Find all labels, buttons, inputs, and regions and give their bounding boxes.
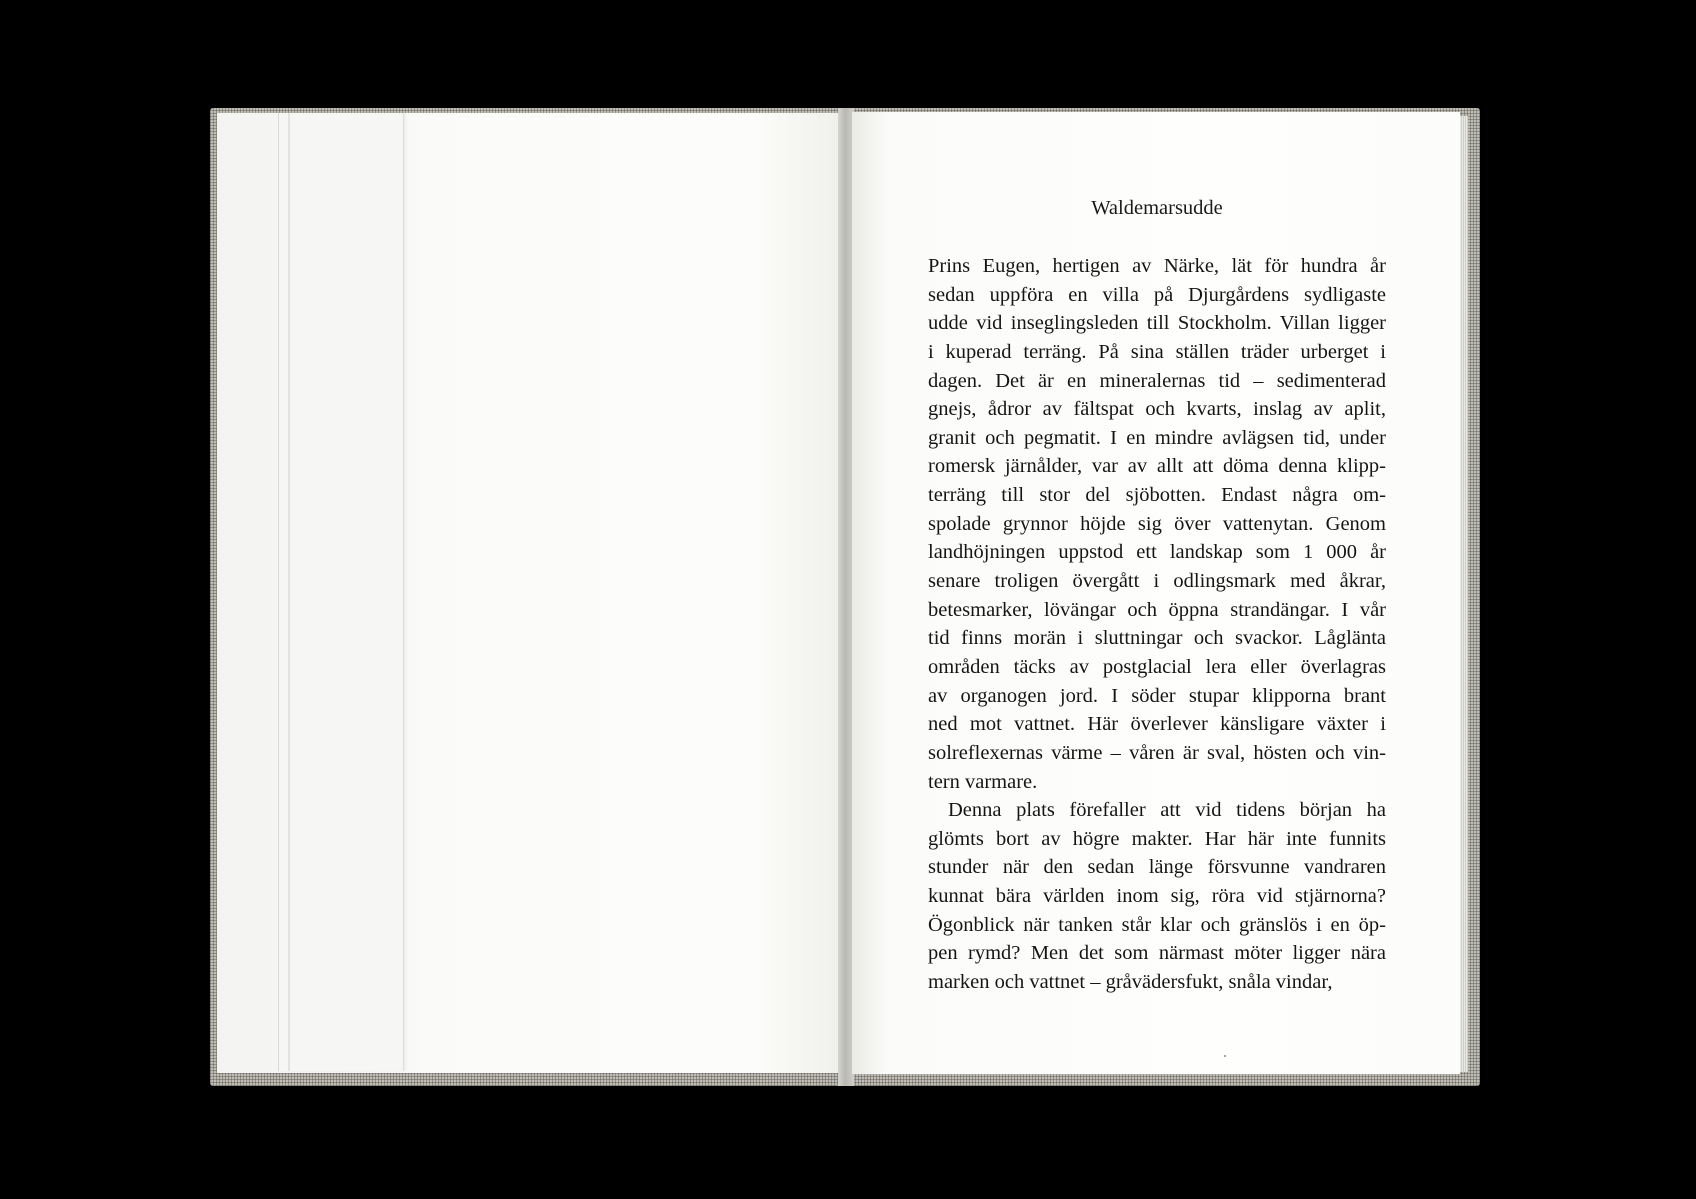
text-line: tid finns morän i sluttningar och svackor. Låglänta bbox=[928, 627, 1386, 650]
text-line: tern varmare. bbox=[928, 770, 1038, 793]
chapter-title: Waldemarsudde bbox=[1091, 197, 1223, 219]
text-line: områden täcks av postglacial lera eller överlagras bbox=[928, 655, 1386, 678]
text-line: glömts bort av högre makter. Har här inte funnits bbox=[928, 827, 1386, 850]
body-text bbox=[928, 252, 1386, 997]
page-block-edge bbox=[1460, 116, 1468, 1072]
text-line: kunnat bära världen inom sig, röra vid stjärnorna? bbox=[928, 885, 1386, 908]
text-line: terräng till stor del sjöbotten. Endast några om- bbox=[928, 484, 1386, 507]
text-line: romersk järnålder, var av allt att döma denna klipp- bbox=[928, 455, 1386, 478]
text-line: udde vid inseglingsleden till Stockholm. Villan ligger bbox=[928, 312, 1386, 335]
text-line: Ögonblick när tanken står klar och gränslös i en öp- bbox=[928, 913, 1386, 936]
text-line: marken och vattnet – gråvädersfukt, snåla vindar, bbox=[928, 971, 1333, 994]
text-line: ned mot vattnet. Här överlever känsligare växter i bbox=[928, 713, 1386, 736]
text-line: granit och pegmatit. I en mindre avlägsen tid, under bbox=[928, 426, 1386, 449]
text-line: landhöjningen uppstod ett landskap som 1 000 år bbox=[928, 541, 1386, 564]
text-line: Denna plats förefaller att vid tidens början ha bbox=[948, 799, 1386, 822]
text-line: sedan uppföra en villa på Djurgårdens sydligaste bbox=[928, 283, 1386, 306]
flap-fold bbox=[288, 113, 290, 1071]
text-line: Prins Eugen, hertigen av Närke, lät för hundra år bbox=[928, 255, 1386, 277]
text-line: i kuperad terräng. På sina ställen träder urberget i bbox=[928, 340, 1386, 363]
text-line: dagen. Det är en mineralernas tid – sedimenterad bbox=[928, 369, 1386, 392]
dust-jacket-flap bbox=[278, 113, 404, 1071]
text-line: av organogen jord. I söder stupar klipporna brant bbox=[928, 684, 1386, 707]
text-line: senare troligen övergått i odlingsmark med åkrar, bbox=[928, 570, 1386, 593]
paper-speck bbox=[1224, 1055, 1226, 1057]
text-line: pen rymd? Men det som närmast möter ligger nära bbox=[928, 942, 1386, 965]
text-line: gnejs, ådror av fältspat och kvarts, inslag av aplit, bbox=[928, 398, 1386, 421]
text-line: solreflexernas värme – våren är sval, hösten och vin- bbox=[928, 741, 1386, 764]
text-line: stunder när den sedan länge försvunne vandraren bbox=[928, 856, 1386, 879]
text-line: betesmarker, lövängar och öppna strandängar. I vår bbox=[928, 598, 1386, 621]
text-line: spolade grynnor höjde sig över vattenytan. Genom bbox=[928, 512, 1386, 535]
